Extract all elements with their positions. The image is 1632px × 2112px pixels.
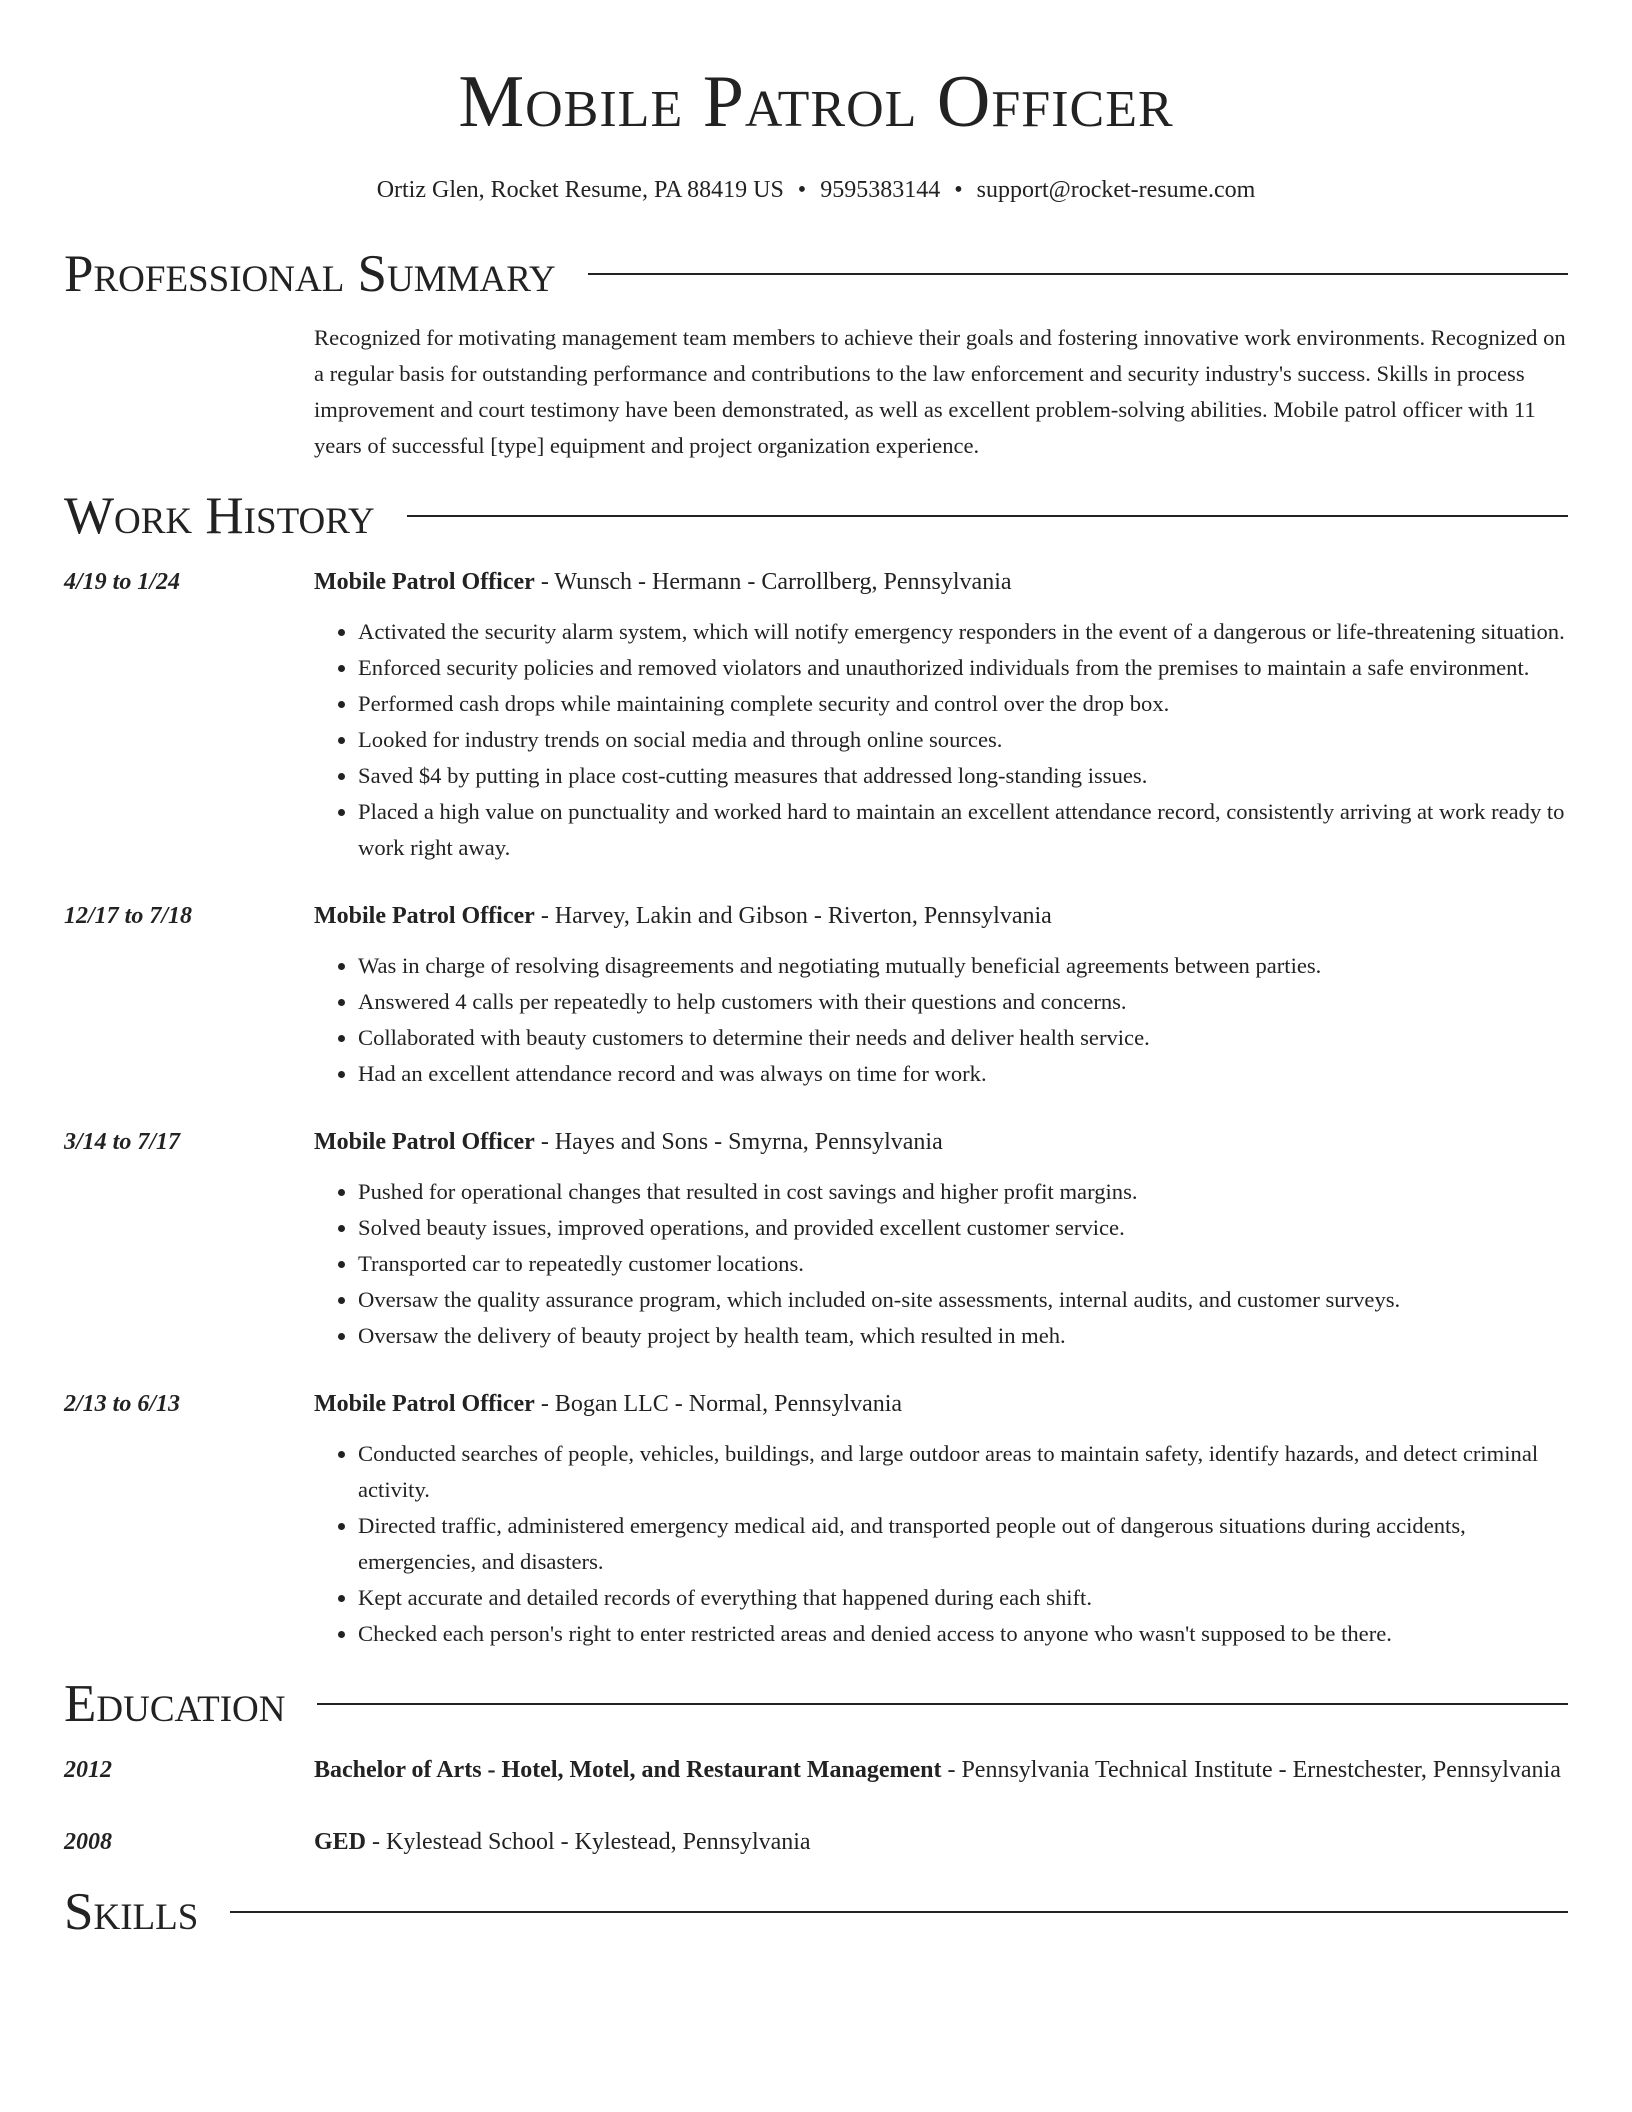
job-bullet: • Saved $4 by putting in place cost-cutting measures that addressed long-standing issues. — [358, 758, 1568, 794]
summary-text: Recognized for motivating management team members to achieve their goals and fostering innovative work environments. Recognized on a regular basis for outstanding performance and contributions to the law enforcement and security industry's success. Skills in process improvement and court testimony have been demonstrated, as well as excellent problem-solving abilities. Mobile patrol officer with 11 years of successful [type] equipment and project organization experience. — [314, 325, 1566, 458]
job-bullet: • Pushed for operational changes that resulted in cost savings and higher profit margins. — [358, 1174, 1568, 1210]
education-degree: GED — [314, 1829, 367, 1855]
job-bullets — [314, 614, 1568, 866]
job-title-line — [314, 1386, 1568, 1422]
resume-name: Mobile Patrol Officer — [458, 61, 1174, 143]
job-body — [314, 1386, 1568, 1652]
skills-section-header — [64, 1880, 1568, 1944]
job-bullet: • Kept accurate and detailed records of everything that happened during each shift. — [358, 1580, 1568, 1616]
job-role: Mobile Patrol Officer — [314, 903, 535, 929]
education-details: - Kylestead School - Kylestead, Pennsylvania — [366, 1829, 811, 1855]
job-entry — [64, 1124, 1568, 1354]
education-section-header — [64, 1672, 1568, 1736]
contact-phone: 9595383144 — [820, 177, 941, 203]
education-body — [314, 1824, 1568, 1860]
job-bullets — [314, 1436, 1568, 1652]
contact-separator: • — [797, 177, 807, 203]
education-entry — [64, 1752, 1568, 1788]
job-details: - Harvey, Lakin and Gibson - Riverton, Pennsylvania — [534, 903, 1052, 929]
summary-section-title: Professional Summary — [64, 245, 556, 303]
job-entry — [64, 898, 1568, 1092]
education-section-title: Education — [64, 1675, 286, 1733]
job-bullet: • Activated the security alarm system, which will notify emergency responders in the event of a dangerous or life-threatening situation. — [358, 614, 1568, 650]
contact-email: support@rocket-resume.com — [976, 177, 1256, 203]
education-details: - Pennsylvania Technical Institute - Ernestchester, Pennsylvania — [941, 1757, 1561, 1783]
job-body — [314, 1124, 1568, 1354]
job-bullet: • Checked each person's right to enter restricted areas and denied access to anyone who wasn't supposed to be there. — [358, 1616, 1568, 1652]
job-title-line — [314, 564, 1568, 600]
job-bullet: • Placed a high value on punctuality and worked hard to maintain an excellent attendance record, consistently arriving at work ready to work right away. — [358, 794, 1568, 866]
job-details: - Wunsch - Hermann - Carrollberg, Pennsylvania — [534, 569, 1012, 595]
education-body — [314, 1752, 1568, 1788]
job-bullet: • Was in charge of resolving disagreements and negotiating mutually beneficial agreements between parties. — [358, 948, 1568, 984]
job-bullet: • Had an excellent attendance record and was always on time for work. — [358, 1056, 1568, 1092]
job-role: Mobile Patrol Officer — [314, 1391, 535, 1417]
job-bullet: • Performed cash drops while maintaining complete security and control over the drop box. — [358, 686, 1568, 722]
job-body — [314, 564, 1568, 866]
contact-line — [64, 174, 1568, 206]
job-bullet: • Oversaw the quality assurance program, which included on-site assessments, internal audits, and customer surveys. — [358, 1282, 1568, 1318]
job-bullet: • Collaborated with beauty customers to determine their needs and deliver health service. — [358, 1020, 1568, 1056]
job-role: Mobile Patrol Officer — [314, 569, 535, 595]
education-degree: Bachelor of Arts - Hotel, Motel, and Restaurant Management — [314, 1757, 942, 1783]
job-bullets — [314, 1174, 1568, 1354]
education-year: 2008 — [64, 1829, 112, 1855]
job-title-line — [314, 1124, 1568, 1160]
job-dates: 4/19 to 1/24 — [64, 569, 181, 595]
job-bullet: • Solved beauty issues, improved operations, and provided excellent customer service. — [358, 1210, 1568, 1246]
job-bullet: • Conducted searches of people, vehicles, buildings, and large outdoor areas to maintain safety, identify hazards, and detect criminal activity. — [358, 1436, 1568, 1508]
skills-section-title: Skills — [64, 1883, 199, 1941]
section-divider — [317, 1703, 1568, 1705]
job-entry — [64, 1386, 1568, 1652]
resume-page — [64, 0, 1568, 1944]
job-details: - Hayes and Sons - Smyrna, Pennsylvania — [534, 1129, 943, 1155]
job-bullet: • Directed traffic, administered emergency medical aid, and transported people out of dangerous situations during accidents, emergencies, and disasters. — [358, 1508, 1568, 1580]
job-body — [314, 898, 1568, 1092]
education-year: 2012 — [64, 1757, 112, 1783]
job-entry — [64, 564, 1568, 866]
job-details: - Bogan LLC - Normal, Pennsylvania — [534, 1391, 903, 1417]
job-dates: 12/17 to 7/18 — [64, 903, 193, 929]
contact-address: Ortiz Glen, Rocket Resume, PA 88419 US — [376, 177, 784, 203]
summary-section-header — [64, 242, 1568, 306]
job-bullet: • Transported car to repeatedly customer locations. — [358, 1246, 1568, 1282]
job-bullet: • Looked for industry trends on social media and through online sources. — [358, 722, 1568, 758]
section-divider — [407, 515, 1568, 517]
section-divider — [230, 1911, 1568, 1913]
job-title-line — [314, 898, 1568, 934]
section-divider — [588, 273, 1568, 275]
job-role: Mobile Patrol Officer — [314, 1129, 535, 1155]
job-dates: 2/13 to 6/13 — [64, 1391, 181, 1417]
contact-separator: • — [954, 177, 963, 203]
work-section-title: Work History — [64, 487, 375, 545]
job-bullet: • Answered 4 calls per repeatedly to help customers with their questions and concerns. — [358, 984, 1568, 1020]
education-entry — [64, 1824, 1568, 1860]
job-bullet: • Enforced security policies and removed violators and unauthorized individuals from the premises to maintain a safe environment. — [358, 650, 1568, 686]
job-dates: 3/14 to 7/17 — [64, 1129, 181, 1155]
job-bullets — [314, 948, 1568, 1092]
job-bullet: • Oversaw the delivery of beauty project by health team, which resulted in meh. — [358, 1318, 1568, 1354]
work-section-header — [64, 484, 1568, 548]
